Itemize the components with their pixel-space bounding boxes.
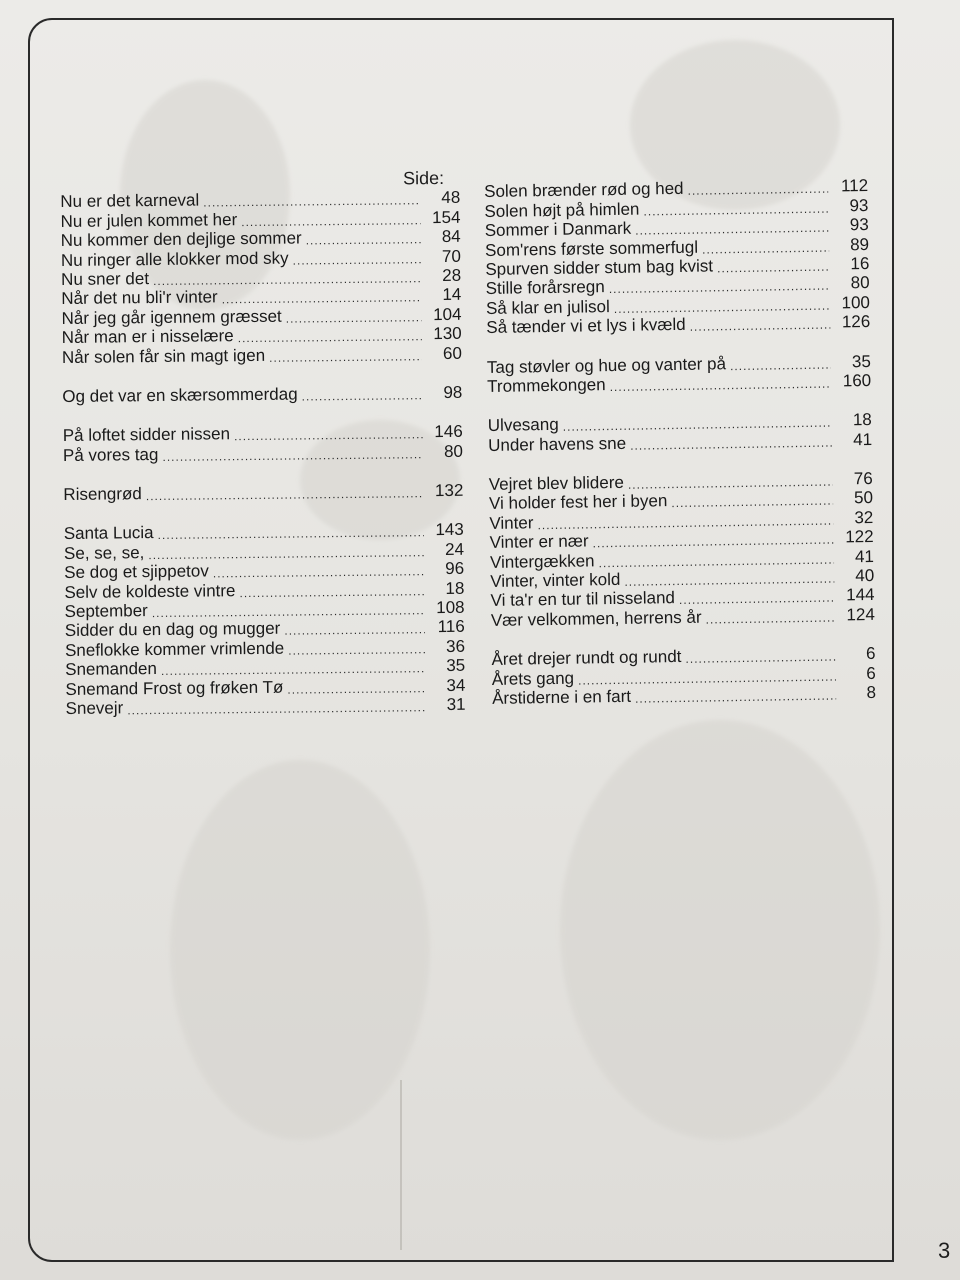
dot-leader bbox=[690, 318, 831, 334]
dot-leader bbox=[687, 182, 828, 198]
dot-leader bbox=[306, 232, 421, 247]
entry-page-number: 36 bbox=[445, 636, 466, 656]
entry-title: Og det var en skærsommerdag bbox=[62, 384, 298, 406]
dot-leader bbox=[203, 194, 420, 210]
entry-title: Årets gang bbox=[491, 668, 575, 689]
dot-leader bbox=[679, 591, 835, 607]
entry-title: Når det nu bli'r vinter bbox=[61, 287, 218, 309]
entry-page-number: 116 bbox=[437, 617, 465, 637]
entry-page-number: 35 bbox=[851, 351, 872, 371]
entry-page-number: 6 bbox=[866, 663, 876, 683]
entry-title: September bbox=[64, 601, 148, 622]
entry-title: Ulvesang bbox=[487, 415, 559, 436]
entry-page-number: 98 bbox=[443, 382, 463, 402]
entry-title: Santa Lucia bbox=[63, 523, 154, 544]
entry-title: Spurven sidder stum bag kvist bbox=[485, 256, 714, 279]
entry-page-number: 6 bbox=[865, 644, 876, 664]
index-list-left bbox=[60, 188, 465, 718]
entry-title: Vinter bbox=[489, 513, 534, 533]
entry-title: Så tænder vi et lys i kvæld bbox=[486, 314, 686, 338]
dot-leader bbox=[161, 661, 425, 678]
dot-leader bbox=[284, 623, 425, 638]
paper-crease bbox=[400, 1080, 416, 1250]
dot-leader bbox=[702, 240, 829, 256]
entry-title: Stille forårsregn bbox=[485, 277, 605, 299]
entry-page-number: 80 bbox=[443, 441, 464, 461]
entry-title: På vores tag bbox=[62, 444, 159, 465]
entry-page-number: 100 bbox=[841, 292, 871, 313]
entry-title: Nu er julen kommet her bbox=[60, 209, 238, 231]
dot-leader bbox=[241, 213, 420, 229]
dot-leader bbox=[239, 584, 424, 600]
dot-leader bbox=[643, 201, 828, 218]
dot-leader bbox=[152, 603, 425, 620]
entry-title: Sidder du en dag og mugger bbox=[64, 619, 281, 641]
dot-leader bbox=[705, 610, 835, 626]
entry-title: Vinter er nær bbox=[489, 531, 589, 553]
entry-page-number: 96 bbox=[445, 559, 465, 579]
entry-title: Risengrød bbox=[63, 484, 142, 505]
entry-title: Vejret blev blidere bbox=[488, 472, 625, 495]
entry-page-number: 130 bbox=[433, 323, 462, 344]
entry-page-number: 154 bbox=[432, 207, 461, 227]
entry-page-number: 60 bbox=[442, 343, 463, 363]
entry-page-number: 8 bbox=[866, 682, 877, 703]
entry-page-number: 16 bbox=[850, 253, 870, 274]
entry-title: Vinter, vinter kold bbox=[490, 569, 621, 591]
dot-leader bbox=[287, 681, 425, 696]
entry-page-number: 24 bbox=[444, 539, 465, 559]
page-number: 3 bbox=[938, 1238, 951, 1263]
dot-leader bbox=[146, 486, 424, 503]
entry-page-number: 34 bbox=[446, 675, 466, 695]
entry-title: Tag støvler og hue og vanter på bbox=[486, 353, 727, 377]
entry-page-number: 143 bbox=[435, 520, 464, 540]
dot-leader bbox=[717, 260, 829, 276]
entry-page-number: 104 bbox=[433, 304, 462, 324]
entry-title: Vi ta'r en tur til nisseland bbox=[490, 588, 676, 611]
entry-title: På loftet sidder nissen bbox=[62, 424, 231, 446]
entry-title: Se, se, se, bbox=[63, 542, 145, 563]
entry-page-number: 40 bbox=[855, 565, 875, 586]
entry-page-number: 50 bbox=[853, 488, 874, 508]
index-list-right bbox=[484, 176, 876, 708]
entry-page-number: 126 bbox=[841, 312, 871, 332]
entry-title: Solen højt på himlen bbox=[484, 199, 640, 221]
entry-title: Selv de koldeste vintre bbox=[64, 580, 236, 602]
entry-page-number: 112 bbox=[840, 176, 869, 196]
dot-leader bbox=[288, 642, 425, 657]
entry-title: Snevejr bbox=[65, 698, 124, 718]
entry-page-number: 48 bbox=[441, 188, 461, 208]
entry-page-number: 70 bbox=[441, 246, 461, 266]
dot-leader bbox=[222, 291, 422, 307]
entry-page-number: 146 bbox=[434, 422, 463, 442]
entry-page-number: 93 bbox=[849, 215, 869, 235]
entry-title: Vintergækken bbox=[489, 550, 595, 572]
entry-page-number: 122 bbox=[845, 527, 874, 547]
entry-title: Når solen får sin magt igen bbox=[61, 345, 266, 367]
entry-title: Se dog et sjippetov bbox=[64, 561, 209, 583]
entry-title: Nu ringer alle klokker mod sky bbox=[60, 248, 289, 270]
entry-page-number: 18 bbox=[852, 410, 872, 430]
dot-leader bbox=[286, 310, 422, 325]
dot-leader bbox=[293, 252, 421, 267]
entry-title: Når jeg går igennem græsset bbox=[61, 306, 282, 328]
dot-leader bbox=[158, 526, 424, 543]
entry-page-number: 124 bbox=[846, 604, 875, 625]
dot-leader bbox=[162, 447, 423, 464]
entry-page-number: 89 bbox=[849, 234, 870, 254]
entry-page-number: 14 bbox=[442, 285, 462, 305]
index-column-right bbox=[484, 176, 876, 708]
entry-title: Når man er i nisselære bbox=[61, 326, 234, 348]
entry-title: Solen brænder rød og hed bbox=[484, 179, 684, 202]
entry-title: Trommekongen bbox=[487, 375, 606, 396]
dot-leader bbox=[730, 357, 831, 373]
entry-page-number: 28 bbox=[442, 265, 462, 285]
entry-title: Vi holder fest her i byen bbox=[488, 491, 668, 514]
dot-leader bbox=[269, 349, 422, 365]
dot-leader bbox=[148, 545, 424, 562]
entry-page-number: 31 bbox=[446, 694, 466, 714]
dot-leader bbox=[685, 650, 835, 666]
entry-page-number: 93 bbox=[849, 195, 869, 216]
entry-title: Som'rens første sommerfugl bbox=[484, 237, 699, 260]
entry-title: Snemanden bbox=[65, 659, 157, 680]
entry-page-number: 35 bbox=[446, 655, 466, 676]
entry-page-number: 41 bbox=[854, 546, 875, 566]
index-column-left bbox=[60, 168, 466, 718]
entry-page-number: 108 bbox=[436, 597, 465, 618]
entry-title: Snemand Frost og frøken Tø bbox=[65, 677, 284, 699]
dot-leader bbox=[238, 329, 422, 345]
entry-title: Nu er det karneval bbox=[60, 190, 200, 212]
entry-page-number: 144 bbox=[846, 585, 875, 605]
entry-title: Så klar en julisol bbox=[485, 296, 610, 318]
entry-title: Året drejer rundt og rundt bbox=[491, 647, 682, 670]
entry-page-number: 76 bbox=[853, 469, 873, 489]
dot-leader bbox=[234, 428, 423, 444]
entry-title: Nu kommer den dejlige sommer bbox=[60, 228, 302, 251]
entry-title: Nu sner det bbox=[61, 269, 150, 289]
entry-title: Vær velkommen, herrens år bbox=[490, 607, 702, 630]
entry-page-number: 41 bbox=[853, 429, 873, 449]
entry-page-number: 80 bbox=[850, 273, 870, 293]
side-header: Side: bbox=[402, 167, 445, 189]
dot-leader bbox=[302, 388, 423, 403]
dot-leader bbox=[153, 271, 421, 288]
dot-leader bbox=[671, 494, 833, 511]
entry-title: Sneflokke kommer vrimlende bbox=[64, 638, 285, 660]
entry-page-number: 132 bbox=[434, 480, 464, 501]
entry-title: Årstiderne i en fart bbox=[491, 686, 632, 708]
dot-leader bbox=[213, 564, 425, 580]
entry-page-number: 84 bbox=[441, 226, 461, 247]
entry-title: Under havens sne bbox=[487, 433, 627, 455]
entry-page-number: 160 bbox=[842, 370, 872, 391]
entry-title: Sommer i Danmark bbox=[484, 218, 632, 241]
entry-page-number: 18 bbox=[445, 578, 465, 598]
entry-page-number: 32 bbox=[854, 507, 874, 528]
